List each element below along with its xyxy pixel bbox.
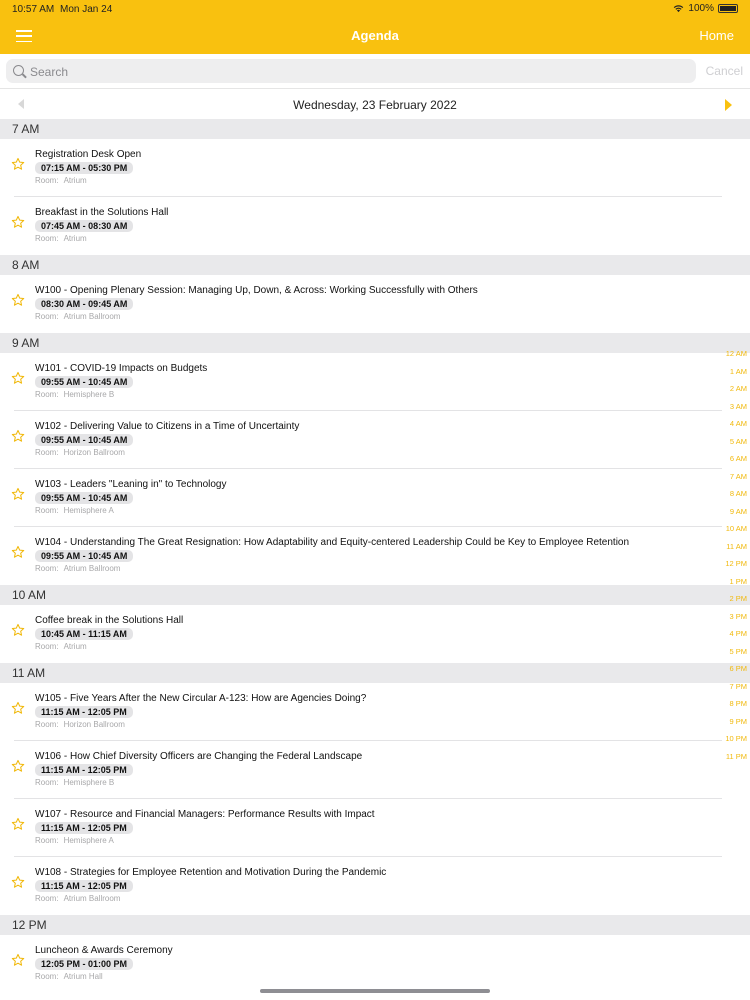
room-name: Horizon Ballroom	[63, 448, 125, 457]
session-title: W101 - COVID-19 Impacts on Budgets	[35, 363, 208, 374]
room-label: Room:	[35, 312, 59, 321]
status-date: Mon Jan 24	[60, 4, 113, 15]
hour-index-item[interactable]: 6 AM	[729, 454, 747, 463]
search-input[interactable]	[28, 59, 672, 85]
session-row[interactable]	[0, 197, 750, 255]
session-row[interactable]	[0, 411, 750, 469]
favorite-star-icon[interactable]	[11, 371, 25, 385]
hour-index-item[interactable]: 12 AM	[725, 349, 747, 358]
room-label: Room:	[35, 720, 59, 729]
home-indicator	[260, 989, 490, 993]
room-name: Atrium Ballroom	[63, 564, 121, 573]
hour-index-item[interactable]: 8 PM	[729, 699, 747, 708]
room-name: Hemisphere A	[63, 506, 114, 515]
room-name: Atrium	[63, 642, 87, 651]
session-title: W102 - Delivering Value to Citizens in a Time of Uncertainty	[35, 421, 300, 432]
room-label: Room:	[35, 564, 59, 573]
session-row[interactable]	[0, 605, 750, 663]
room-label: Room:	[35, 176, 59, 185]
hour-index-item[interactable]: 3 PM	[729, 611, 747, 621]
session-room	[35, 972, 103, 981]
hour-index-item[interactable]: 3 AM	[729, 401, 747, 411]
session-title: W108 - Strategies for Employee Retention and Motivation During the Pandemic	[35, 867, 387, 878]
session-row[interactable]	[0, 353, 750, 411]
session-room	[35, 506, 114, 515]
session-row[interactable]	[0, 469, 750, 527]
session-time-badge: 07:45 AM - 08:30 AM	[35, 220, 133, 232]
room-label: Room:	[35, 506, 59, 515]
section-header: 10 AM	[0, 585, 750, 605]
hour-index-item[interactable]: 10 PM	[725, 734, 747, 743]
favorite-star-icon[interactable]	[11, 817, 25, 831]
session-row[interactable]	[0, 527, 750, 585]
favorite-star-icon[interactable]	[11, 293, 25, 307]
session-time-badge: 07:15 AM - 05:30 PM	[35, 162, 133, 174]
favorite-star-icon[interactable]	[11, 157, 25, 171]
hour-index-item[interactable]: 8 AM	[729, 489, 747, 498]
session-time-badge: 09:55 AM - 10:45 AM	[35, 492, 133, 504]
session-time-badge: 08:30 AM - 09:45 AM	[35, 298, 133, 310]
session-room	[35, 564, 120, 573]
session-title: W100 - Opening Plenary Session: Managing Up, Down, & Across: Working Successfully with Others	[35, 285, 478, 296]
battery-icon	[718, 4, 738, 13]
session-time-badge: 10:45 AM - 11:15 AM	[35, 628, 133, 640]
status-time: 10:57 AM	[12, 4, 55, 15]
session-row[interactable]	[0, 683, 750, 741]
hour-index-item[interactable]: 11 AM	[726, 541, 747, 551]
session-room	[35, 448, 125, 457]
room-name: Atrium Hall	[63, 972, 103, 981]
session-room	[35, 894, 120, 903]
room-label: Room:	[35, 234, 59, 243]
session-room	[35, 176, 87, 185]
hour-index-item[interactable]: 1 AM	[729, 366, 747, 376]
room-label: Room:	[35, 778, 59, 787]
section-header: 8 AM	[0, 255, 750, 275]
search-field[interactable]	[6, 59, 696, 83]
session-time-badge: 12:05 PM - 01:00 PM	[35, 958, 133, 970]
room-name: Hemisphere A	[63, 836, 114, 845]
favorite-star-icon[interactable]	[11, 875, 25, 889]
hour-index-item[interactable]: 7 PM	[729, 681, 747, 691]
session-title: Coffee break in the Solutions Hall	[35, 615, 184, 626]
session-room	[35, 836, 114, 845]
hour-index-item[interactable]: 5 AM	[729, 436, 747, 446]
search-bar	[0, 54, 750, 89]
room-name: Horizon Ballroom	[63, 720, 125, 729]
room-label: Room:	[35, 448, 59, 457]
cancel-button[interactable]: Cancel	[705, 64, 743, 78]
room-label: Room:	[35, 390, 59, 399]
session-room	[35, 642, 87, 651]
session-row[interactable]	[0, 857, 750, 915]
hour-index-item[interactable]: 9 PM	[729, 716, 747, 726]
room-name: Hemisphere B	[63, 390, 115, 399]
session-title: W104 - Understanding The Great Resignation: How Adaptability and Equity-centered Leadership Could be Key to Employee Retention	[35, 537, 630, 548]
room-name: Atrium Ballroom	[63, 312, 121, 321]
session-row[interactable]	[0, 139, 750, 197]
favorite-star-icon[interactable]	[11, 701, 25, 715]
status-bar	[0, 0, 750, 20]
session-time-badge: 09:55 AM - 10:45 AM	[35, 376, 133, 388]
favorite-star-icon[interactable]	[11, 759, 25, 773]
favorite-star-icon[interactable]	[11, 429, 25, 443]
session-row[interactable]	[0, 799, 750, 857]
session-time-badge: 11:15 AM - 12:05 PM	[35, 706, 133, 718]
nav-bar	[0, 22, 750, 52]
hour-index-item[interactable]: 11 PM	[725, 751, 747, 761]
session-title: Luncheon & Awards Ceremony	[35, 945, 173, 956]
section-header: 7 AM	[0, 119, 750, 139]
hour-index-item[interactable]: 7 AM	[729, 471, 747, 481]
section-header: 12 PM	[0, 915, 750, 935]
favorite-star-icon[interactable]	[11, 545, 25, 559]
room-name: Atrium Ballroom	[63, 894, 121, 903]
session-title: W105 - Five Years After the New Circular A-123: How are Agencies Doing?	[35, 693, 367, 704]
home-button[interactable]: Home	[699, 28, 734, 43]
hour-index-item[interactable]: 5 PM	[729, 646, 747, 656]
session-title: W106 - How Chief Diversity Officers are Changing the Federal Landscape	[35, 751, 363, 762]
section-header: 11 AM	[0, 663, 750, 683]
page-title: Agenda	[351, 28, 399, 43]
session-title: Breakfast in the Solutions Hall	[35, 207, 169, 218]
room-label: Room:	[35, 894, 59, 903]
room-name: Atrium	[63, 234, 87, 243]
favorite-star-icon[interactable]	[11, 215, 25, 229]
session-time-badge: 09:55 AM - 10:45 AM	[35, 550, 133, 562]
room-name: Hemisphere B	[63, 778, 115, 787]
favorite-star-icon[interactable]	[11, 623, 25, 637]
room-label: Room:	[35, 642, 59, 651]
session-room	[35, 778, 114, 787]
session-row[interactable]	[0, 935, 750, 989]
hour-index-item[interactable]: 12 PM	[725, 559, 747, 568]
room-label: Room:	[35, 836, 59, 845]
session-room	[35, 234, 87, 243]
session-room	[35, 390, 114, 399]
agenda-list[interactable]	[0, 119, 750, 989]
room-name: Atrium	[63, 176, 87, 185]
search-icon	[13, 65, 24, 76]
session-time-badge: 11:15 AM - 12:05 PM	[35, 822, 133, 834]
hour-index-item[interactable]: 2 PM	[729, 594, 747, 603]
hour-index-item[interactable]: 6 PM	[729, 664, 747, 673]
hour-index-item[interactable]: 9 AM	[729, 506, 747, 516]
hour-index-item[interactable]: 10 AM	[725, 524, 747, 533]
current-date: Wednesday, 23 February 2022	[293, 98, 457, 112]
hour-index[interactable]	[721, 345, 747, 765]
date-navigator	[0, 89, 750, 119]
session-title: W107 - Resource and Financial Managers: Performance Results with Impact	[35, 809, 375, 820]
hour-index-item[interactable]: 2 AM	[729, 384, 747, 393]
session-row[interactable]	[0, 741, 750, 799]
session-time-badge: 11:15 AM - 12:05 PM	[35, 880, 133, 892]
section-header: 9 AM	[0, 333, 750, 353]
session-title: W103 - Leaders "Leaning in" to Technology	[35, 479, 227, 490]
wifi-icon	[673, 4, 684, 13]
favorite-star-icon[interactable]	[11, 953, 25, 967]
session-room	[35, 720, 125, 729]
battery-percent: 100%	[688, 3, 714, 14]
top-bar	[0, 0, 750, 54]
session-time-badge: 09:55 AM - 10:45 AM	[35, 434, 133, 446]
hour-index-item[interactable]: 4 PM	[729, 629, 747, 638]
session-title: Registration Desk Open	[35, 149, 142, 160]
session-room	[35, 312, 120, 321]
hour-index-item[interactable]: 1 PM	[729, 576, 747, 586]
session-row[interactable]	[0, 275, 750, 333]
favorite-star-icon[interactable]	[11, 487, 25, 501]
room-label: Room:	[35, 972, 59, 981]
status-right	[673, 3, 738, 14]
hour-index-item[interactable]: 4 AM	[729, 419, 747, 428]
session-time-badge: 11:15 AM - 12:05 PM	[35, 764, 133, 776]
next-day-arrow-icon[interactable]	[725, 99, 732, 111]
